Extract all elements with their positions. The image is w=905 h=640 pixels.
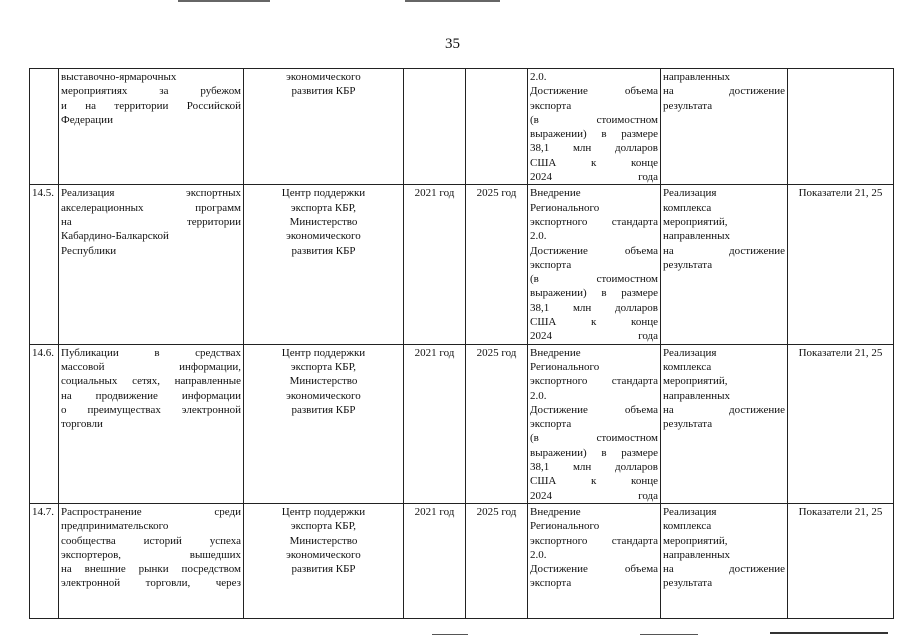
cell-line: Распространение среди [61, 505, 241, 518]
cell-line: результата [663, 258, 713, 271]
row-number [30, 185, 59, 344]
start-year-cell [404, 185, 466, 344]
effect-cell [661, 503, 788, 618]
responsible-cell [244, 503, 404, 618]
cell-line: результата [663, 99, 713, 112]
cell-line: направленных [663, 389, 730, 402]
responsible-cell [244, 185, 404, 344]
cell-line: экспорта КБР, [290, 520, 357, 533]
activities-table [29, 68, 894, 619]
end-year-cell [466, 344, 528, 503]
cell-line: Министерство [289, 375, 358, 388]
cell-line: Министерство [289, 215, 358, 228]
cell-text: Показатели 21, 25 [798, 187, 883, 200]
cell-line: США к конце [530, 316, 658, 329]
cell-line: акселерационных программ [61, 201, 241, 214]
cell-line: на достижение [663, 85, 785, 98]
cell-line: массовой информации, [61, 360, 241, 373]
cell-text: 14.5. [32, 187, 54, 200]
cell-line: 2024 года [530, 330, 658, 343]
indicators-cell [788, 185, 894, 344]
cell-line: Центр поддержки [281, 187, 366, 200]
cell-line: экспортного стандарта [530, 375, 658, 388]
effect-cell [661, 344, 788, 503]
end-year-cell [466, 69, 528, 185]
cell-text: Показатели 21, 25 [798, 505, 883, 518]
cell-text: 2021 год [414, 187, 455, 200]
effect-cell [661, 185, 788, 344]
cell-line: экспортеров, вышедших [61, 548, 241, 561]
cell-line: экспорта КБР, [290, 360, 357, 373]
cell-line: торговли [61, 418, 103, 431]
cell-line: развития КБР [291, 85, 356, 98]
cell-line: 2.0. [530, 548, 547, 561]
cell-line: предпринимательского [61, 520, 169, 533]
cell-text: 14.7. [32, 505, 54, 518]
indicators-cell [788, 503, 894, 618]
cell-line: Достижение объема [530, 403, 658, 416]
cell-line: комплекса [663, 520, 712, 533]
cell-line: (в стоимостном [530, 432, 658, 445]
result-cell [528, 344, 661, 503]
indicators-cell [788, 344, 894, 503]
cell-line: мероприятий, [663, 215, 728, 228]
cell-line: Публикации в средствах [61, 346, 241, 359]
table-row [30, 344, 894, 503]
cell-line: сообщества историй успеха [61, 534, 241, 547]
cell-line: на достижение [663, 563, 785, 576]
cell-line: результата [663, 577, 713, 590]
cell-line: США к конце [530, 475, 658, 488]
scan-artifact-bottom [770, 632, 888, 634]
cell-line: Регионального [530, 520, 600, 533]
cell-line: выражении) в размере [530, 287, 658, 300]
activity-cell [59, 69, 244, 185]
cell-line: Реализация экспортных [61, 187, 241, 200]
cell-line: экспорта [530, 577, 572, 590]
cell-line: Регионального [530, 360, 600, 373]
cell-line: мероприятий, [663, 375, 728, 388]
cell-line: 2.0. [530, 230, 547, 243]
cell-line: Республики [61, 244, 117, 257]
cell-line: на достижение [663, 403, 785, 416]
cell-line: Федерации [61, 113, 113, 126]
cell-line: Центр поддержки [281, 505, 366, 518]
start-year-cell [404, 69, 466, 185]
cell-line: Кабардино-Балкарской [61, 230, 169, 243]
cell-line: на достижение [663, 244, 785, 257]
cell-line: Центр поддержки [281, 346, 366, 359]
cell-line: Внедрение [530, 505, 581, 518]
responsible-cell [244, 344, 404, 503]
cell-line: 38,1 млн долларов [530, 301, 658, 314]
cell-line: мероприятиях за рубежом [61, 85, 241, 98]
cell-line: экономического [286, 548, 361, 561]
cell-text: 2021 год [414, 505, 455, 518]
cell-text: Показатели 21, 25 [798, 346, 883, 359]
table-row [30, 503, 894, 618]
cell-line: выражении) в размере [530, 128, 658, 141]
row-number [30, 344, 59, 503]
table-body [30, 69, 894, 619]
cell-line: (в стоимостном [530, 273, 658, 286]
table-row [30, 69, 894, 185]
row-number [30, 69, 59, 185]
end-year-cell [466, 503, 528, 618]
activity-cell [59, 503, 244, 618]
cell-line: 2.0. [530, 71, 547, 83]
cell-line: 38,1 млн долларов [530, 142, 658, 155]
start-year-cell [404, 503, 466, 618]
cell-line: выставочно-ярмарочных [61, 71, 177, 83]
activity-cell [59, 185, 244, 344]
cell-line: мероприятий, [663, 534, 728, 547]
responsible-cell [244, 69, 404, 185]
cell-line: экспортного стандарта [530, 534, 658, 547]
cell-line: результата [663, 418, 713, 431]
cell-line: экспортного стандарта [530, 215, 658, 228]
effect-cell [661, 69, 788, 185]
row-number [30, 503, 59, 618]
cell-line: социальных сетях, направленные [61, 375, 241, 388]
cell-line: экспорта [530, 99, 572, 112]
cell-line: Внедрение [530, 187, 581, 200]
cell-line: США к конце [530, 156, 658, 169]
result-cell [528, 185, 661, 344]
cell-line: 2024 года [530, 489, 658, 502]
cell-line: комплекса [663, 201, 712, 214]
end-year-cell [466, 185, 528, 344]
result-cell [528, 503, 661, 618]
cell-line: Достижение объема [530, 244, 658, 257]
cell-line: направленных [663, 71, 730, 83]
cell-line: развития КБР [291, 403, 356, 416]
table-row [30, 185, 894, 344]
scan-artifact-top [405, 0, 500, 2]
cell-line: экспорта КБР, [290, 201, 357, 214]
cell-line: 2.0. [530, 389, 547, 402]
cell-line: 2024 года [530, 171, 658, 184]
cell-line: электронной торговли, через [61, 577, 241, 590]
cell-line: Министерство [289, 534, 358, 547]
cell-text: 2025 год [476, 187, 517, 200]
cell-line: направленных [663, 548, 730, 561]
cell-line: Достижение объема [530, 85, 658, 98]
cell-line: о преимуществах электронной [61, 403, 241, 416]
cell-line: комплекса [663, 360, 712, 373]
cell-line: экономического [286, 230, 361, 243]
cell-line: Регионального [530, 201, 600, 214]
cell-line: на внешние рынки посредством [61, 563, 241, 576]
page-number: 35 [445, 36, 460, 52]
cell-text: 14.6. [32, 346, 54, 359]
result-cell [528, 69, 661, 185]
scan-artifact-bottom [432, 634, 468, 635]
cell-line: экспорта [530, 418, 572, 431]
cell-line: Реализация [663, 187, 717, 200]
cell-line: 38,1 млн долларов [530, 461, 658, 474]
scan-artifact-bottom [640, 634, 698, 635]
cell-line: экспорта [530, 258, 572, 271]
cell-line: развития КБР [291, 244, 356, 257]
cell-line: на продвижение информации [61, 389, 241, 402]
cell-line: развития КБР [291, 563, 356, 576]
cell-text: 2025 год [476, 346, 517, 359]
cell-line: Внедрение [530, 346, 581, 359]
cell-line: на территории [61, 215, 241, 228]
cell-line: Реализация [663, 346, 717, 359]
cell-line: (в стоимостном [530, 113, 658, 126]
cell-line: экономического [286, 389, 361, 402]
cell-text: 2025 год [476, 505, 517, 518]
cell-line: направленных [663, 230, 730, 243]
cell-line: экономического [286, 71, 361, 83]
cell-line: Достижение объема [530, 563, 658, 576]
cell-line: выражении) в размере [530, 446, 658, 459]
activity-cell [59, 344, 244, 503]
cell-line: и на территории Российской [61, 99, 241, 112]
cell-text: 2021 год [414, 346, 455, 359]
indicators-cell [788, 69, 894, 185]
start-year-cell [404, 344, 466, 503]
cell-line: Реализация [663, 505, 717, 518]
scan-artifact-top [178, 0, 270, 2]
